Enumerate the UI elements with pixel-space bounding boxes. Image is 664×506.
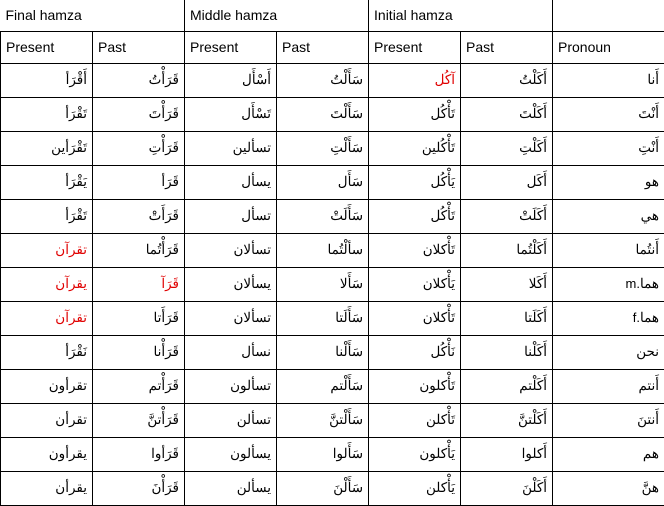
pronoun-cell (553, 335, 664, 369)
cell-text: قَرَأْتُ (148, 72, 180, 88)
cell-text: سَأَلْتُ (330, 72, 364, 88)
cell-text: سَأَلْتنَّ (329, 412, 364, 428)
conjugation-cell (1, 63, 93, 97)
table-row (1, 369, 664, 403)
table-row (1, 301, 664, 335)
conjugation-cell (461, 165, 553, 199)
cell-text: قَرَأْتُما (145, 242, 180, 258)
conjugation-cell (461, 267, 553, 301)
cell-text: سَأَلْنا (335, 344, 364, 360)
cell-text: تقرآن (55, 310, 87, 326)
conjugation-cell (369, 165, 461, 199)
conjugation-cell (461, 131, 553, 165)
cell-text: تسألن (236, 412, 272, 428)
pronoun-cell (553, 131, 664, 165)
cell-text: تَأْكُلين (421, 140, 456, 156)
cell-text: يَقْرَأ (65, 174, 87, 190)
conjugation-cell (277, 301, 369, 335)
conjugation-cell (277, 471, 369, 505)
conjugation-cell (1, 267, 93, 301)
cell-text: تَأْكلان (422, 242, 456, 258)
cell-text: هي (640, 208, 660, 224)
conjugation-cell (185, 267, 277, 301)
cell-text: تَسْأَل (241, 106, 272, 122)
conjugation-cell (93, 301, 185, 335)
cell-text: يَأْكلان (422, 276, 456, 292)
conjugation-cell (277, 369, 369, 403)
cell-text: يقرآن (55, 276, 87, 292)
conjugation-cell (1, 335, 93, 369)
conjugation-cell (369, 233, 461, 267)
conjugation-cell (369, 471, 461, 505)
cell-text: تَأْكلون (419, 378, 456, 394)
conjugation-cell (369, 97, 461, 131)
cell-text: أَكَلْتم (519, 378, 548, 394)
cell-text: أَكلوا (521, 446, 548, 462)
group-header-final-hamza: Final hamza (1, 0, 185, 31)
column-header-past: Past (277, 31, 369, 63)
cell-text: أَكَلْنا (524, 344, 548, 360)
cell-text: يسألان (233, 276, 272, 292)
group-header-row (1, 0, 664, 31)
pronoun-gender-tag: m. (621, 276, 640, 292)
cell-text: قَرَأْنا (153, 344, 180, 360)
pronoun-cell (553, 301, 664, 335)
pronoun-cell (553, 63, 664, 97)
cell-text: يسألن (236, 480, 272, 496)
cell-text: تسألين (232, 140, 272, 156)
cell-text: تَقْرَأين (51, 140, 87, 156)
table-row (1, 131, 664, 165)
cell-text: سَأَلْتم (330, 378, 364, 394)
cell-text: آكُل (434, 72, 456, 88)
cell-text: تقرآن (55, 242, 87, 258)
cell-text: أَكَل (526, 174, 548, 190)
conjugation-cell (369, 437, 461, 471)
conjugation-cell (93, 131, 185, 165)
cell-text: تَأْكُل (430, 208, 456, 224)
cell-text: هو (644, 174, 660, 190)
conjugation-cell (461, 63, 553, 97)
pronoun-cell (553, 97, 664, 131)
conjugation-cell (93, 97, 185, 131)
cell-text: قَرَأْتَ (148, 106, 180, 122)
conjugation-cell (185, 97, 277, 131)
cell-text: قَرَأْتم (148, 378, 180, 394)
group-header-blank (553, 0, 664, 31)
conjugation-cell (1, 301, 93, 335)
cell-text: تَأْكلان (422, 310, 456, 326)
conjugation-cell (277, 165, 369, 199)
cell-text: قَرَأَتا (153, 310, 180, 326)
conjugation-cell (1, 233, 93, 267)
cell-text: تَأْكلن (425, 412, 456, 428)
conjugation-cell (369, 403, 461, 437)
conjugation-cell (185, 369, 277, 403)
cell-text: قَرَأَتْ (148, 208, 180, 224)
conjugation-cell (277, 335, 369, 369)
cell-text: قَرَأْنَ (151, 480, 180, 496)
conjugation-cell (461, 199, 553, 233)
cell-text: هما (639, 310, 660, 326)
conjugation-cell (185, 471, 277, 505)
conjugation-cell (1, 369, 93, 403)
cell-text: تقرأون (48, 378, 87, 394)
conjugation-cell (369, 199, 461, 233)
conjugation-cell (369, 63, 461, 97)
conjugation-cell (185, 335, 277, 369)
cell-text: أَكَلْتنَّ (518, 412, 548, 428)
cell-text: تسأل (241, 208, 272, 224)
cell-text: يسألون (230, 446, 272, 462)
column-header-past: Past (461, 31, 553, 63)
cell-text: يَأْكلون (419, 446, 456, 462)
conjugation-cell (461, 301, 553, 335)
cell-text: هنَّ (641, 480, 660, 496)
pronoun-cell (553, 267, 664, 301)
cell-text: أَكَلْتُ (519, 72, 548, 88)
conjugation-cell (369, 131, 461, 165)
conjugation-cell (93, 199, 185, 233)
table-row (1, 165, 664, 199)
conjugation-cell (93, 267, 185, 301)
conjugation-cell (185, 437, 277, 471)
conjugation-cell (93, 403, 185, 437)
pronoun-cell (553, 233, 664, 267)
conjugation-cell (93, 63, 185, 97)
cell-text: سألْتُما (327, 242, 364, 258)
conjugation-cell (277, 267, 369, 301)
conjugation-cell (369, 369, 461, 403)
cell-text: أَقْرَأ (65, 72, 87, 88)
conjugation-cell (1, 165, 93, 199)
cell-text: أَنْتَ (638, 106, 660, 122)
cell-text: يقرأون (48, 446, 87, 462)
pronoun-cell (553, 165, 664, 199)
cell-text: سَأَلَتْ (330, 208, 364, 224)
table-row (1, 199, 664, 233)
cell-text: قَرَأ (161, 174, 180, 190)
column-header-present: Present (369, 31, 461, 63)
cell-text: أَكَلا (528, 276, 548, 292)
conjugation-cell (277, 233, 369, 267)
cell-text: سَأَلْنَ (333, 480, 364, 496)
table-row (1, 97, 664, 131)
conjugation-cell (461, 471, 553, 505)
cell-text: نحن (636, 344, 660, 360)
cell-text: أَكَلْتَ (519, 106, 548, 122)
conjugation-cell (185, 63, 277, 97)
table-row (1, 437, 664, 471)
conjugation-cell (277, 403, 369, 437)
pronoun-cell (553, 199, 664, 233)
cell-text: تسألان (233, 242, 272, 258)
conjugation-cell (93, 437, 185, 471)
table-row (1, 471, 664, 505)
conjugation-cell (93, 233, 185, 267)
cell-text: قَرَأْتِ (148, 140, 180, 156)
column-header-pronoun: Pronoun (553, 31, 664, 63)
conjugation-cell (93, 471, 185, 505)
cell-text: نَأْكُل (430, 344, 456, 360)
cell-text: هم (642, 446, 660, 462)
cell-text: يقرأن (55, 480, 87, 496)
conjugation-cell (1, 97, 93, 131)
table-row (1, 403, 664, 437)
cell-text: أَكَلْتِ (519, 140, 548, 156)
pronoun-gender-tag: f. (629, 310, 640, 326)
conjugation-cell (185, 233, 277, 267)
cell-text: يسأل (241, 174, 272, 190)
cell-text: سَأَلا (339, 276, 364, 292)
conjugation-cell (277, 63, 369, 97)
cell-text: تَقْرَأ (65, 106, 87, 122)
column-header-past: Past (93, 31, 185, 63)
cell-text: يَأْكلن (425, 480, 456, 496)
conjugation-cell (185, 199, 277, 233)
conjugation-cell (277, 437, 369, 471)
cell-text: تَأْكُل (430, 106, 456, 122)
conjugation-cell (277, 97, 369, 131)
cell-text: نَقْرَأ (65, 344, 87, 360)
conjugation-cell (277, 199, 369, 233)
table-row (1, 335, 664, 369)
conjugation-cell (1, 131, 93, 165)
cell-text: أَسْأَل (242, 72, 272, 88)
pronoun-cell (553, 471, 664, 505)
conjugation-cell (185, 165, 277, 199)
conjugation-cell (185, 131, 277, 165)
conjugation-cell (369, 335, 461, 369)
cell-text: سَأَلْتَ (330, 106, 364, 122)
cell-text: أَنتم (638, 378, 660, 394)
cell-text: تسألون (230, 378, 272, 394)
cell-text: أَكَلْنَ (522, 480, 548, 496)
cell-text: نسأل (241, 344, 272, 360)
conjugation-cell (461, 97, 553, 131)
conjugation-cell (461, 369, 553, 403)
cell-text: قَرَأوا (151, 446, 180, 462)
cell-text: قَرَأْتنَّ (147, 412, 180, 428)
table-row (1, 267, 664, 301)
group-header-middle-hamza: Middle hamza (185, 0, 369, 31)
conjugation-cell (185, 301, 277, 335)
cell-text: أَكَلَتْ (519, 208, 548, 224)
conjugation-cell (93, 165, 185, 199)
conjugation-cell (1, 199, 93, 233)
conjugation-cell (461, 335, 553, 369)
pronoun-cell (553, 403, 664, 437)
cell-text: أَكَلْتُما (516, 242, 548, 258)
cell-text: قَرَآ (161, 276, 180, 292)
conjugation-cell (1, 437, 93, 471)
cell-text: أَنْتِ (638, 140, 660, 156)
cell-text: هما (639, 276, 660, 292)
cell-text: أَكَلَتا (524, 310, 548, 326)
conjugation-cell (461, 437, 553, 471)
cell-text: سَأَلْتِ (330, 140, 364, 156)
pronoun-cell (553, 437, 664, 471)
cell-text: يَأْكُل (430, 174, 456, 190)
group-header-initial-hamza: Initial hamza (369, 0, 553, 31)
table-row (1, 233, 664, 267)
conjugation-cell (277, 131, 369, 165)
cell-text: أَنا (647, 72, 660, 88)
conjugation-cell (369, 267, 461, 301)
conjugation-cell (93, 335, 185, 369)
conjugation-cell (1, 403, 93, 437)
table-row (1, 63, 664, 97)
cell-text: سَأَلوا (332, 446, 364, 462)
column-header-row (1, 31, 664, 63)
cell-text: تقرأن (55, 412, 87, 428)
column-header-present: Present (1, 31, 93, 63)
conjugation-cell (1, 471, 93, 505)
column-header-present: Present (185, 31, 277, 63)
cell-text: تسألان (233, 310, 272, 326)
cell-text: سَأَل (337, 174, 364, 190)
cell-text: أَنتُما (635, 242, 660, 258)
conjugation-cell (461, 403, 553, 437)
cell-text: تَقْرَأ (65, 208, 87, 224)
conjugation-cell (369, 301, 461, 335)
conjugation-cell (185, 403, 277, 437)
pronoun-cell (553, 369, 664, 403)
cell-text: سَأَلَتا (335, 310, 364, 326)
cell-text: أَنتنَ (637, 412, 660, 428)
conjugation-cell (93, 369, 185, 403)
conjugation-cell (461, 233, 553, 267)
